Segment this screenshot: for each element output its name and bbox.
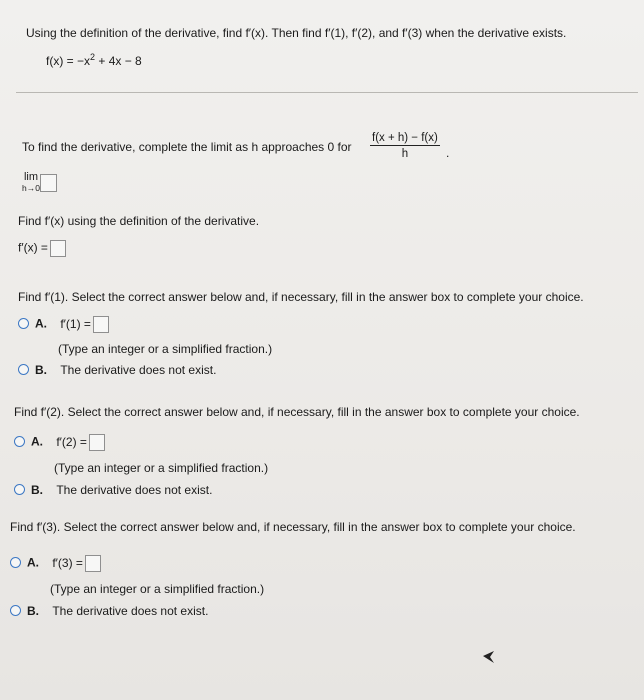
- part2-option-a-hint: (Type an integer or a simplified fraction.): [54, 461, 269, 475]
- part2-option-b-text: The derivative does not exist.: [56, 483, 213, 497]
- part3-option-a: [27, 555, 101, 572]
- part1-answer-box[interactable]: [93, 316, 109, 333]
- limit-notation: [22, 172, 57, 194]
- part3-option-b: [27, 604, 208, 618]
- part1-option-a-hint: (Type an integer or a simplified fraction.): [58, 342, 273, 356]
- difference-quotient: [370, 132, 440, 160]
- part2-option-a-label: A.: [31, 434, 43, 449]
- section-divider: [16, 92, 638, 93]
- part2-instruction: Find f′(2). Select the correct answer below and, if necessary, fill in the answer box to complete your choice.: [14, 405, 580, 419]
- function-exponent: 2: [90, 52, 96, 62]
- limit-answer-box[interactable]: [40, 174, 57, 192]
- part2-answer-box[interactable]: [89, 434, 105, 451]
- function-rest: + 4x − 8: [95, 54, 142, 68]
- part3-option-b-radio[interactable]: [10, 605, 21, 616]
- limit-instruction: To find the derivative, complete the limit as h approaches 0 for: [22, 140, 352, 154]
- part1-option-b-text: The derivative does not exist.: [60, 363, 217, 377]
- part1-instruction: Find f′(1). Select the correct answer below and, if necessary, fill in the answer box to complete your choice.: [18, 290, 584, 304]
- part2-option-b-radio[interactable]: [14, 484, 25, 495]
- part3-option-a-radio[interactable]: [10, 557, 21, 568]
- part2-option-b: [31, 483, 212, 497]
- part3-answer-box[interactable]: [85, 555, 101, 572]
- difference-quotient-numerator: f(x + h) − f(x): [372, 132, 438, 144]
- question-prompt: Using the definition of the derivative, find f′(x). Then find f′(1), f′(2), and f′(3) when the derivative exists.: [26, 26, 567, 40]
- derivative-instruction: Find f′(x) using the definition of the derivative.: [18, 214, 260, 228]
- mouse-cursor-icon: [482, 650, 498, 664]
- part2-option-a: [31, 434, 105, 451]
- part3-option-b-label: B.: [27, 604, 39, 618]
- part2-option-a-radio[interactable]: [14, 436, 25, 447]
- part3-option-a-hint: (Type an integer or a simplified fraction.): [50, 582, 265, 596]
- derivative-prefix: f′(x) =: [18, 240, 48, 255]
- function-lhs: f(x) = −x: [46, 54, 91, 68]
- period: .: [446, 146, 450, 160]
- part1-option-a-label: A.: [35, 316, 47, 331]
- difference-quotient-denominator: h: [401, 148, 409, 160]
- part3-option-b-text: The derivative does not exist.: [52, 604, 209, 618]
- part1-option-b: [35, 363, 216, 377]
- part2-option-b-label: B.: [31, 483, 43, 497]
- lim-subscript: h→0: [22, 183, 40, 193]
- part1-option-a: [35, 316, 109, 333]
- part3-option-a-prefix: f′(3) =: [52, 555, 83, 570]
- part3-instruction: Find f′(3). Select the correct answer below and, if necessary, fill in the answer box to complete your choice.: [10, 520, 576, 534]
- derivative-answer-box[interactable]: [50, 240, 66, 257]
- part1-option-b-radio[interactable]: [18, 364, 29, 375]
- lim-word: lim: [23, 171, 39, 183]
- part1-option-a-prefix: f′(1) =: [60, 316, 91, 331]
- derivative-row: [18, 240, 66, 257]
- part1-option-a-radio[interactable]: [18, 318, 29, 329]
- part2-option-a-prefix: f′(2) =: [56, 434, 87, 449]
- part1-option-b-label: B.: [35, 363, 47, 377]
- function-definition: [46, 52, 142, 68]
- part3-option-a-label: A.: [27, 555, 39, 570]
